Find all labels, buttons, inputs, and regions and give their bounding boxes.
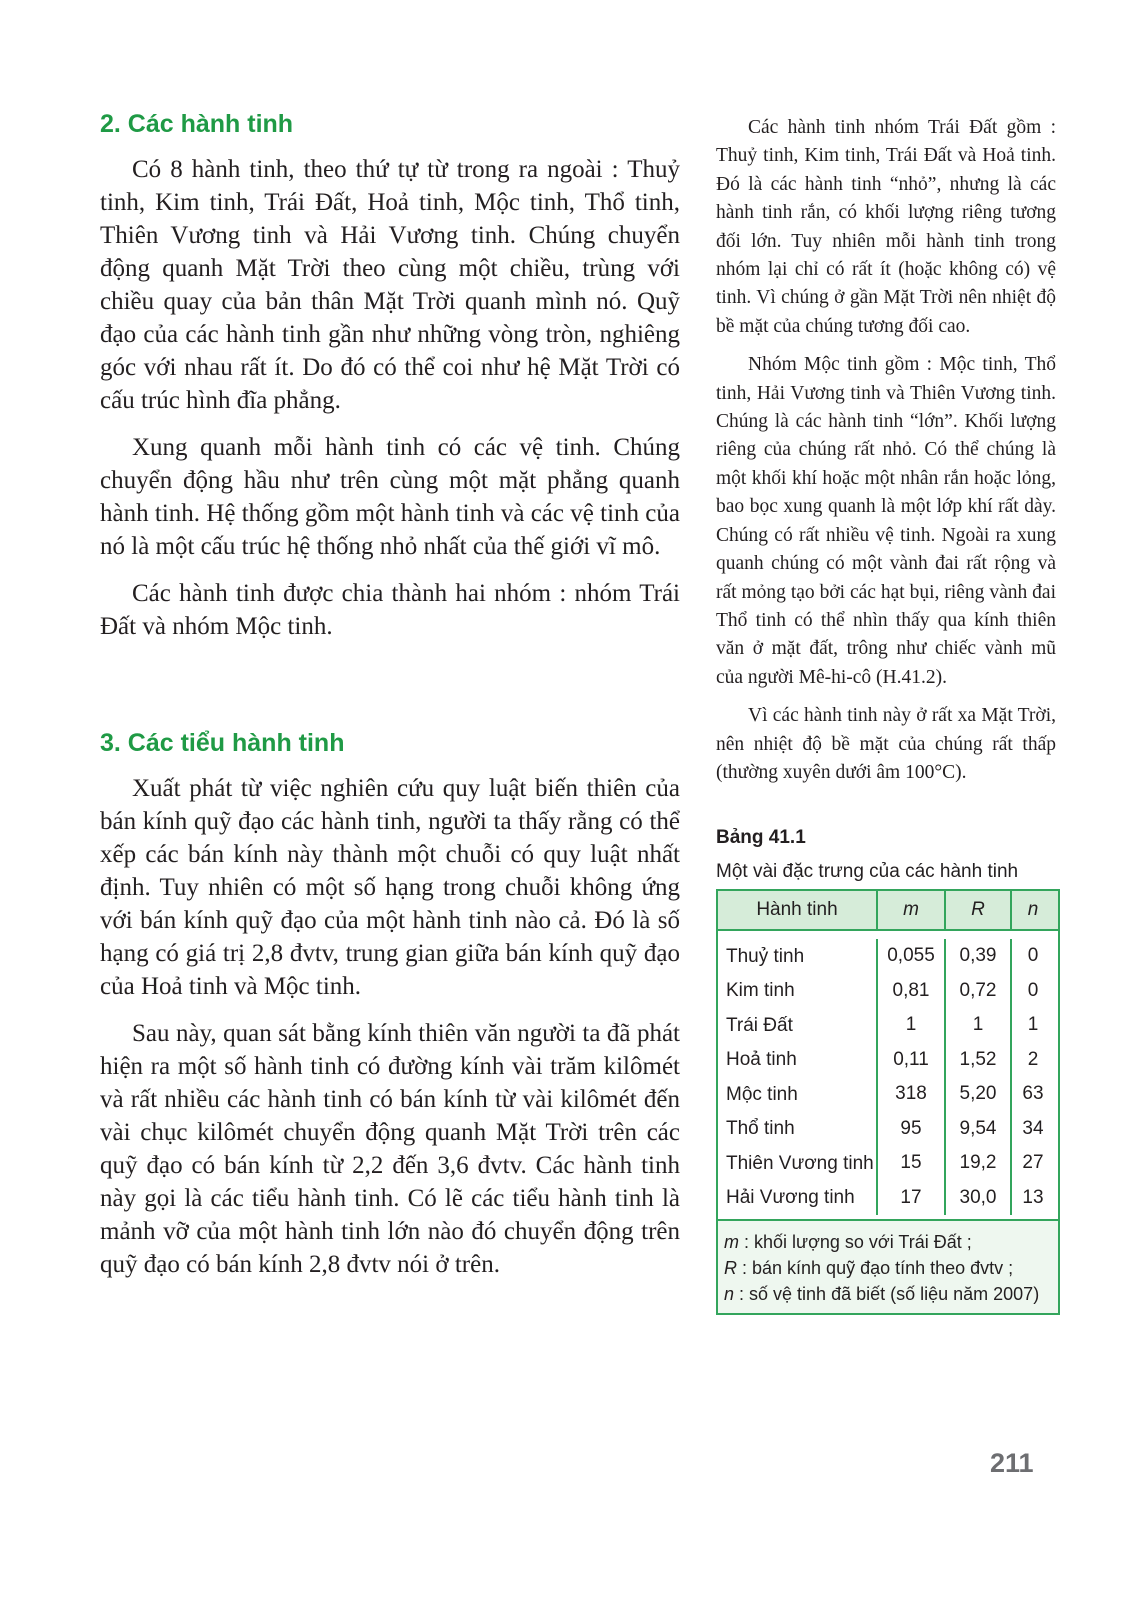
planet-table — [716, 889, 1060, 1315]
table-cell: Thuỷ tinh — [726, 945, 805, 967]
table-row — [718, 1008, 1058, 1043]
main-column — [100, 110, 680, 1295]
section-planets — [100, 110, 680, 643]
section-asteroids — [100, 729, 680, 1281]
table-cell: 0,81 — [876, 974, 944, 1009]
paragraph: Sau này, quan sát bằng kính thiên văn người ta đã phát hiện ra một số hành tinh có đường kính vài trăm kilômét và rất nhiều các hành tinh có bán kính từ vài kilômét đến vài chục kilômét chuyển động quanh Mặt Trời trên các quỹ đạo có bán kính từ 2,2 đến 3,6 đvtv. Các hành tinh này gọi là các tiểu hành tinh. Có lẽ các tiểu hành tinh là mảnh vỡ của một hành tinh lớn nào đó chuyển động trên quỹ đạo có bán kính 2,8 đvtv nói ở trên. — [100, 1020, 680, 1278]
table-row — [718, 1077, 1058, 1112]
table-cell: 0,72 — [944, 974, 1010, 1009]
table-cell: 1 — [1010, 1008, 1054, 1043]
table-note — [724, 1229, 1052, 1255]
note-text: : bán kính quỹ đạo tính theo đvtv ; — [737, 1258, 1014, 1279]
table-header-row — [718, 891, 1058, 931]
table-cell: 34 — [1010, 1112, 1054, 1147]
table-cell: 5,20 — [944, 1077, 1010, 1112]
table-cell: Thổ tinh — [726, 1118, 795, 1140]
table-row — [718, 1043, 1058, 1078]
table-cell: 27 — [1010, 1146, 1054, 1181]
table-cell: 17 — [876, 1181, 944, 1216]
table-cell: 19,2 — [944, 1146, 1010, 1181]
table-cell: 0,055 — [876, 939, 944, 974]
table-cell: 9,54 — [944, 1112, 1010, 1147]
sidebar-column — [716, 114, 1056, 1315]
table-cell: 1,52 — [944, 1043, 1010, 1078]
table-cell: Kim tinh — [726, 980, 795, 1002]
table-row — [718, 974, 1058, 1009]
table-row — [718, 1112, 1058, 1147]
table-cell: 0,39 — [944, 939, 1010, 974]
page-number: 211 — [990, 1448, 1034, 1478]
table-cell: 0 — [1010, 974, 1054, 1009]
table-cell: Hải Vương tinh — [726, 1187, 855, 1209]
paragraph: Các hành tinh được chia thành hai nhóm : nhóm Trái Đất và nhóm Mộc tinh. — [100, 580, 680, 640]
table-cell: 30,0 — [944, 1181, 1010, 1216]
table-cell: Mộc tinh — [726, 1083, 798, 1105]
table-header-cell: R — [944, 891, 1010, 929]
table-cell: Thiên Vương tinh — [726, 1152, 874, 1174]
note-symbol: n — [724, 1284, 735, 1305]
table-row — [718, 939, 1058, 974]
table-note — [724, 1255, 1052, 1281]
table-title: Bảng 41.1 — [716, 827, 806, 849]
table-cell: 1 — [876, 1008, 944, 1043]
table-header-cell: Hành tinh — [756, 899, 838, 921]
table-cell: 0,11 — [876, 1043, 944, 1078]
table-caption — [716, 827, 1056, 883]
section-heading-asteroids: 3. Các tiểu hành tinh — [100, 729, 345, 757]
table-cell: 318 — [876, 1077, 944, 1112]
section-heading-planets: 2. Các hành tinh — [100, 110, 294, 138]
table-header-cell: n — [1010, 891, 1054, 929]
table-cell: 95 — [876, 1112, 944, 1147]
table-cell: 0 — [1010, 939, 1054, 974]
sidebar-paragraph: Các hành tinh nhóm Trái Đất gồm : Thuỷ tinh, Kim tinh, Trái Đất và Hoả tinh. Đó là các hành tinh “nhỏ”, nhưng là các hành tinh rắn, có khối lượng riêng tương đối lớn. Tuy nhiên mỗi hành tinh trong nhóm lại chỉ có rất ít (hoặc không có) vệ tinh. Vì chúng ở gần Mặt Trời nên nhiệt độ bề mặt của chúng tương đối cao. — [716, 117, 1056, 337]
table-cell: 15 — [876, 1146, 944, 1181]
table-cell: Hoả tinh — [726, 1049, 797, 1071]
sidebar-paragraph: Vì các hành tinh này ở rất xa Mặt Trời, nên nhiệt độ bề mặt của chúng rất thấp (thường xuyên dưới âm 100°C). — [716, 705, 1056, 783]
table-cell: 63 — [1010, 1077, 1054, 1112]
table-row — [718, 1181, 1058, 1216]
table-note — [724, 1281, 1052, 1307]
table-body — [718, 931, 1058, 1219]
table-subtitle: Một vài đặc trưng của các hành tinh — [716, 861, 1019, 883]
paragraph: Xuất phát từ việc nghiên cứu quy luật biến thiên của bán kính quỹ đạo các hành tinh, người ta thấy rằng có thể xếp các bán kính này thành một chuỗi có quy luật nhất định. Tuy nhiên có một số hạng trong chuỗi không ứng với bán kính quỹ đạo của một hành tinh nào cả. Đó là số hạng có giá trị 2,8 đvtv, trung gian giữa bán kính quỹ đạo của Hoả tinh và Mộc tinh. — [100, 775, 680, 1000]
paragraph: Có 8 hành tinh, theo thứ tự từ trong ra ngoài : Thuỷ tinh, Kim tinh, Trái Đất, Hoả tinh, Mộc tinh, Thổ tinh, Thiên Vương tinh và Hải Vương tinh. Chúng chuyển động quanh Mặt Trời theo cùng một chiều, trùng với chiều quay của bản thân Mặt Trời quanh mình nó. Quỹ đạo của các hành tinh gần như những vòng tròn, nghiêng góc với nhau rất ít. Do đó có thể coi như hệ Mặt Trời có cấu trúc hình đĩa phẳng. — [100, 156, 680, 414]
table-header-cell: m — [876, 891, 944, 929]
table-cell: 13 — [1010, 1181, 1054, 1216]
note-text: : khối lượng so với Trái Đất ; — [739, 1232, 972, 1253]
table-notes — [718, 1219, 1058, 1313]
table-cell: 2 — [1010, 1043, 1054, 1078]
table-cell: 1 — [944, 1008, 1010, 1043]
paragraph: Xung quanh mỗi hành tinh có các vệ tinh. Chúng chuyển động hầu như trên cùng một mặt phẳng quanh hành tinh. Hệ thống gồm một hành tinh và các vệ tinh của nó là một cấu trúc hệ thống nhỏ nhất của thế giới vĩ mô. — [100, 434, 680, 560]
note-symbol: m — [724, 1232, 739, 1253]
table-cell: Trái Đất — [726, 1014, 793, 1036]
note-text: : số vệ tinh đã biết (số liệu năm 2007) — [734, 1284, 1040, 1305]
sidebar-paragraph: Nhóm Mộc tinh gồm : Mộc tinh, Thổ tinh, Hải Vương tinh và Thiên Vương tinh. Chúng là các hành tinh “lớn”. Khối lượng riêng của chúng rất nhỏ. Có thể chúng là một khối khí hoặc một nhân rắn hoặc lỏng, bao bọc xung quanh là một lớp khí rất dày. Chúng có rất nhiều vệ tinh. Ngoài ra xung quanh chúng có một vành đai rất rộng và rất mỏng tạo bởi các hạt bụi, riêng vành đai Thổ tinh có thể nhìn thấy qua kính thiên văn ở mặt đất, trông như chiếc vành mũ của người Mê-hi-cô (H.41.2). — [716, 354, 1056, 688]
note-symbol: R — [724, 1258, 737, 1279]
table-row — [718, 1146, 1058, 1181]
